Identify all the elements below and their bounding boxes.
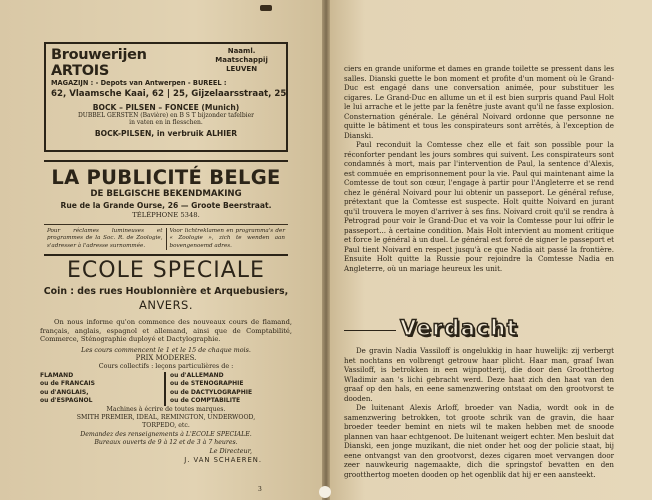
ecole-bureaux: Bureaux ouverts de 9 à 12 et de 3 à 7 heures.: [94, 439, 238, 447]
ecole-item: ou d'ALLEMAND: [170, 372, 224, 380]
staple: [260, 5, 272, 11]
binding-hole: [319, 486, 331, 498]
publicite-note-fr: Pour réclames lumineuses et programmes de la Soc. R. de Zoologie, s'adresser à l'adresse surnommée.: [44, 228, 167, 250]
brewery-bock: BOCK – PILSEN – FONCEE (Munich): [92, 102, 240, 112]
ecole-advert: [40, 258, 292, 464]
right-body-text: [344, 64, 614, 273]
ecole-title: ECOLE SPECIALE: [67, 258, 265, 283]
brewery-dubbel: DUBBEL GERSTEN (Bavière) en B S T bijzonder tafelbier: [78, 111, 254, 119]
page-number: 3: [258, 486, 262, 493]
right-body-text-2: [344, 346, 614, 479]
ecole-item: ou de STENOGRAPHIE: [170, 380, 244, 388]
ecole-collectifs: Cours collectifs : leçons particulières de :: [98, 362, 234, 371]
ecole-item: ou de COMPTABILITE: [170, 397, 241, 405]
gutter: [322, 0, 330, 500]
brewery-vaten: in vaten en in flesschen.: [129, 119, 203, 127]
publicite-subtitle: DE BELGISCHE BEKENDMAKING: [90, 189, 242, 199]
publicite-note-nl: Voor lichtreklamen en programma's der « Zoologie », zich te wenden aan bovengenoemd adres.: [169, 228, 285, 249]
ecole-city: ANVERS.: [138, 298, 194, 312]
ecole-cours-start: Les cours commencent le 1 et le 15 de chaque mois.: [81, 346, 251, 355]
heading-rule: [344, 330, 396, 331]
publicite-advert: [44, 160, 288, 256]
ecole-item: ou d'ESPAGNOL: [40, 397, 93, 405]
ecole-item: ou d'ANGLAIS,: [40, 388, 89, 396]
ecole-prix: PRIX MODERES.: [135, 354, 197, 363]
ecole-left-list: [40, 372, 162, 406]
brewery-verbruik: BOCK-PILSEN, in verbruik ALHIER: [94, 128, 238, 138]
ecole-coin: Coin : des rues Houblonnière et Arquebusiers,: [43, 286, 289, 297]
ecole-item: FLAMAND: [40, 372, 74, 380]
ecole-intro: On nous informe qu'on commence des nouveaux cours de flamand, français, anglais, espagnol et allemand, ainsi que de Comptabilité, Commerce, Sténographie duployé et Dactylographie.: [40, 318, 292, 344]
ecole-item: ou de FRANCAIS: [40, 380, 95, 388]
verdacht-heading: [400, 316, 550, 338]
publicite-address: Rue de la Grande Ourse, 26 — Groote Beerstraat.: [60, 201, 272, 210]
paragraph: De luitenant Alexis Arloff, broeder van Nadia, wordt ook in de samenzwering betrokken, tot groote schrik van de gravin, die haar broeder teeder bemint en niets wil te maken hebben met de snoode plannen van haar echtgenoot. De luitenant weigert echter. Men besluit dat Dianski, een jonge muzikant, die niet onder het oog der policie staat, bij eene ontvangst van den grootvorst, dezes cigaren moet vervangen door zeer nauwkeurig nagemaakte, dich die springstof bevatten en den grootthertog moeten dooden op het ogenblik dat hij er een aansteekt.: [344, 403, 614, 479]
paragraph: ciers en grande uniforme et dames en grande toilette se pressent dans les salles. Dianski guette le bon moment et profite d'un moment où le Grand-Duc est engagé dans une conversation animée, pour substituer les cigares. Le Grand-Duc en allume un et il est bien surpris quand Paul Holt le lui arrache et le jette par la fenêtre juste avant qu'il ne fasse explosion. Consternation générale. Le général Noivard ordonne que personne ne quitte le bâtiment et tous les conspirateurs sont arrêtés, à l'exception de Dianski.: [344, 64, 614, 140]
ecole-item: ou de DACTYLOGRAPHIE: [170, 388, 253, 396]
ecole-directeur-name: J. VAN SCHAEREN.: [184, 455, 262, 464]
paragraph: De gravin Nadia Vassiloff is ongelukkig in haar huwelijk: zij verbergt het nochtans en volbrengt getrouw haar plicht. Haar man, graaf Iwan Vassiloff, is betrokken in een wijnpotterij, die door den Grootthertog Wladimir aan 's lichi gebracht werd. Deze haat zich den haat van den graaf op den hals, en eene samenzwering ontstaat om den grootvorst te dooden.: [344, 346, 614, 403]
paragraph: Paul reconduit la Comtesse chez elle et fait son possible pour la réconforter pendant les jours sombres qui suivent. Les conspirateurs sont condamnés à mort, mais par l'intervention de Paul, la sentence d'Alexis, est commuée en emprisonnement pour la vie. Paul qui maintenant aime la Comtesse de tout son cœur, l'engage à partir pour l'Angleterre et se rend chez le général Noivard pour lui obtenir un passeport. Le général refuse, prétextant que la Comtesse est suspecte. Holt quitte Noivard en jurant qu'il trouvera le moyen d'arriver à ses fins. Noivard croit qu'il se rendra à Petrograd pour voir le Grand-Duc et va voir la Comtesse pour lui offrir le passeport... à certaine condition. Mais Holt intervient au moment critique et force le général à un duel. Le général est forcé de signer le passeport et Paul tient Noivard en respect jusqu'à ce que Nadia ait passé la frontière. Ensuite Holt quitte la Russie pour rejoindre la Comtesse Nadia en Angleterre, où un mariage heureux les unit.: [344, 140, 615, 273]
ecole-torpedo: TORPEDO, etc.: [142, 422, 190, 430]
ecole-brands: SMITH PREMIER, IDEAL, REMINGTON, UNDERWOOD,: [76, 413, 256, 421]
brewery-address: 62, Vlaamsche Kaai, 62 | 25, Gijzelaarsstraat, 25: [51, 88, 287, 99]
ecole-machines: Machines à écrire de toutes marques.: [106, 405, 226, 413]
brewery-company: Naaml. Maatschappij LEUVEN: [215, 47, 268, 73]
brewery-depots: MAGAZIJN : - Depots van Antwerpen - BUREEL :: [51, 79, 227, 87]
brewery-advert: [44, 42, 288, 152]
verdacht-title: Verdacht: [400, 316, 519, 340]
ecole-demandez: Demandez des renseignements à L'ECOLE SPECIALE.: [80, 430, 252, 438]
publicite-telephone: TÉLÉPHONE 5348.: [132, 211, 200, 219]
publicite-title: LA PUBLICITÉ BELGE: [51, 166, 281, 189]
brewery-name: Brouwerijen ARTOIS: [51, 47, 147, 79]
ecole-directeur: Le Directeur,: [209, 447, 252, 456]
ecole-right-list: [164, 372, 292, 406]
